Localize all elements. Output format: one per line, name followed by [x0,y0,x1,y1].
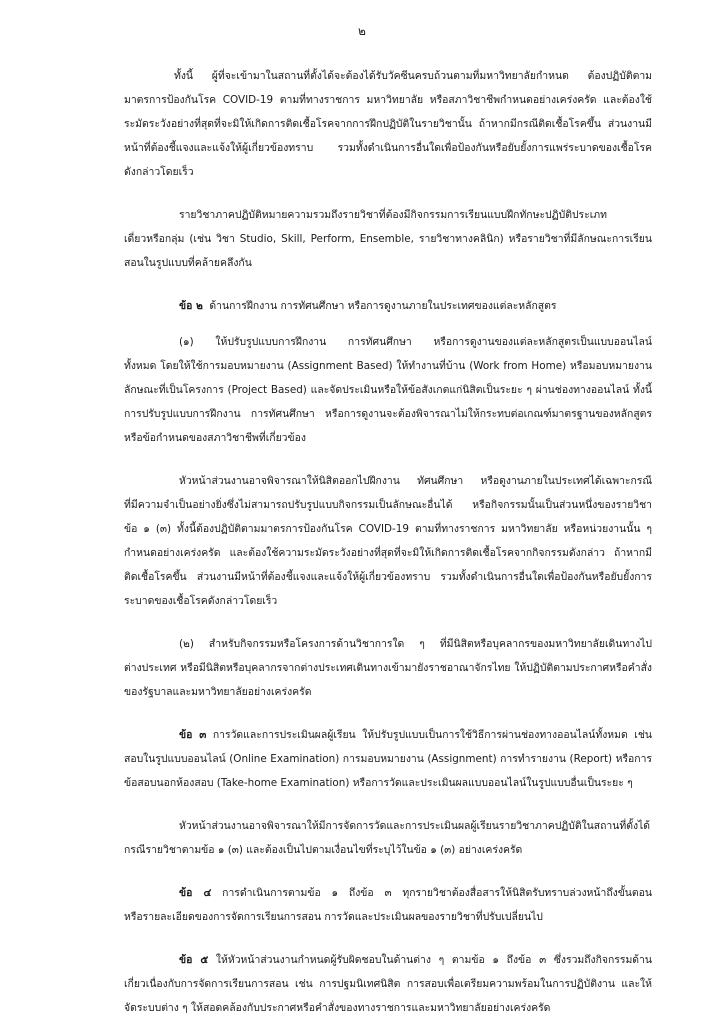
text-line: จัดระบบต่าง ๆ ให้สอดคล้องกับประกาศหรือคำสั่งของทางราชการและมหาวิทยาลัยอย่างเคร่งครัด [124,1002,551,1014]
text-line: มาตรการป้องกันโรค COVID-19 ตามที่ทางราชการ มหาวิทยาลัย หรือสภาวิชาชีพกำหนดอย่างเคร่งครัด และต้องใช้ [124,94,652,106]
clause-heading: ข้อ ๔ [179,887,212,899]
text-line: ระบาดของเชื้อโรคดังกล่าวโดยเร็ว [124,595,278,607]
text-line: ที่มีความจำเป็นอย่างยิ่งซึ่งไม่สามารถปรับรูปแบบกิจกรรมเป็นลักษณะอื่นได้ หรือกิจกรรมนั้นเป็นส่วนหนึ่งของรายวิชา [124,499,652,511]
paragraph-restrictions [124,64,652,184]
text-line: ต่างประเทศ หรือมีนิสิตหรือบุคลากรจากต่างประเทศเดินทางเข้ามายังราชอาณาจักรไทย ให้ปฏิบัติตามประกาศหรือคำสั่ง [124,662,652,674]
clause-text: การวัดและการประเมินผลผู้เรียน ให้ปรับรูปแบบเป็นการใช้วิธีการผ่านช่องทางออนไลน์ทั้งหมด เช่น [212,729,652,741]
text-line: เกี่ยวเนื่องกับการจัดการเรียนการสอน เช่น การปฐมนิเทศนิสิต การสอบเพื่อเตรียมความพร้อมในการปฏิบัติงาน และให้ [124,978,652,990]
text-line: ทั้งนี้ ผู้ที่จะเข้ามาในสถานที่ตั้งได้จะต้องได้รับวัคซีนครบถ้วนตามที่มหาวิทยาลัยกำหนด ต้องปฏิบัติตาม [174,70,652,82]
clause-text: ให้หัวหน้าส่วนงานกำหนดผู้รับผิดชอบในด้านต่าง ๆ ตามข้อ ๑ ถึงข้อ ๓ ซึ่งรวมถึงกิจกรรมด้าน [215,954,652,966]
text-line: รายวิชาภาคปฏิบัติหมายความรวมถึงรายวิชาที่ต้องมีกิจกรรมการเรียนแบบฝึกทักษะปฏิบัติประเภท [179,209,607,221]
clause-3 [124,723,652,795]
text-line: ดังกล่าวโดยเร็ว [124,166,194,178]
text-line: กรณีรายวิชาตามข้อ ๑ (๓) และต้องเป็นไปตามเงื่อนไขที่ระบุไว้ในข้อ ๑ (๓) อย่างเคร่งครัด [124,844,523,856]
clause-heading: ข้อ ๕ [179,954,209,966]
text-line: การปรับรูปแบบการฝึกงาน การทัศนศึกษา หรือการดูงานจะต้องพิจารณาไม่ให้กระทบต่อเกณฑ์มาตรฐานของหลักสูตร [124,408,652,420]
clause-4 [124,881,652,929]
text-line: เดี่ยวหรือกลุ่ม (เช่น วิชา Studio, Skill, Perform, Ensemble, รายวิชาทางคลินิก) หรือรายวิชาที่มีลักษณะการเรียน [124,233,652,245]
text-line: หรือรายละเอียดของการจัดการเรียนการสอน การวัดและประเมินผลของรายวิชาที่ปรับเปลี่ยนไป [124,911,543,923]
text-line: สอนในรูปแบบที่คล้ายคลึงกัน [124,257,252,269]
text-line: ข้อ ๑ (๓) ทั้งนี้ต้องปฏิบัติตามมาตรการป้องกันโรค COVID-19 ตามที่ทางราชการ มหาวิทยาลัย หรือหน่วยงานนั้น ๆ [124,523,652,535]
text-line [124,294,652,318]
text-line [124,948,652,972]
paragraph-practical-definition [124,203,652,275]
clause-heading: ข้อ ๓ [179,729,207,741]
clause-2 [124,294,652,318]
text-line: ข้อสอบนอกห้องสอบ (Take-home Examination) หรือการวัดและประเมินผลแบบออนไลน์ในรูปแบบอื่นเป็นระยะ ๆ [124,777,633,789]
clause-5 [124,948,652,1020]
document-body [124,64,652,1020]
paragraph-internship-exception [124,469,652,613]
paragraph-international-activities [124,632,652,704]
text-line: หัวหน้าส่วนงานอาจพิจารณาให้นิสิตออกไปฝึกงาน ทัศนศึกษา หรือดูงานภายในประเทศได้เฉพาะกรณี [179,475,652,487]
clause-text: ด้านการฝึกงาน การทัศนศึกษา หรือการดูงานภายในประเทศของแต่ละหลักสูตร [209,300,557,312]
text-line: ลักษณะที่เป็นโครงการ (Project Based) และจัดประเมินหรือให้ข้อสังเกตแก่นิสิตเป็นระยะ ๆ ผ่านช่องทางออนไลน์ ทั้งนี้ [124,384,652,396]
text-line: (๑) ให้ปรับรูปแบบการฝึกงาน การทัศนศึกษา หรือการดูงานของแต่ละหลักสูตรเป็นแบบออนไลน์ [179,336,652,348]
paragraph-assessment-exception [124,814,652,862]
text-line: กำหนดอย่างเคร่งครัด และต้องใช้ความระมัดระวังอย่างที่สุดที่จะมิให้เกิดการติดเชื้อโรคจากกิจกรรมดังกล่าว ถ้าหากมี [124,547,652,559]
text-line: หน้าที่ต้องชี้แจงและแจ้งให้ผู้เกี่ยวข้องทราบ รวมทั้งดำเนินการอื่นใดเพื่อป้องกันหรือยับยั้งการแพร่ระบาดของเชื้อโรค [124,142,652,154]
text-line: ทั้งหมด โดยให้ใช้การมอบหมายงาน (Assignment Based) ให้ทำงานที่บ้าน (Work from Home) หรือมอบหมายงาน [124,360,652,372]
text-line: ติดเชื้อโรคขึ้น ส่วนงานมีหน้าที่ต้องชี้แจงและแจ้งให้ผู้เกี่ยวข้องทราบ รวมทั้งดำเนินการอื่นใดเพื่อป้องกันหรือยับยั้งการ [124,571,652,583]
text-line [124,881,652,905]
text-line: หัวหน้าส่วนงานอาจพิจารณาให้มีการจัดการวัดและการประเมินผลผู้เรียนรายวิชาภาคปฏิบัติในสถานที่ตั้งได้ [179,820,651,832]
clause-heading: ข้อ ๒ [179,300,203,312]
text-line: หรือข้อกำหนดของสภาวิชาชีพที่เกี่ยวข้อง [124,432,306,444]
text-line: ระมัดระวังอย่างที่สุดที่จะมิให้เกิดการติดเชื้อโรคจากการฝึกปฏิบัติในรายวิชานั้น ถ้าหากมีกรณีติดเชื้อโรคขึ้น ส่วนงานมี [124,118,652,130]
clause-text: การดำเนินการตามข้อ ๑ ถึงข้อ ๓ ทุกรายวิชาต้องสื่อสารให้นิสิตรับทราบล่วงหน้าถึงขั้นตอน [222,887,652,899]
paragraph-internship-online [124,330,652,450]
text-line: สอบในรูปแบบออนไลน์ (Online Examination) การมอบหมายงาน (Assignment) การทำรายงาน (Report) หรือการ [124,753,652,765]
text-line: (๒) สำหรับกิจกรรมหรือโครงการด้านวิชาการใด ๆ ที่มีนิสิตหรือบุคลากรของมหาวิทยาลัยเดินทางไป [179,638,652,650]
page-number: ๒ [358,24,366,38]
text-line [124,723,652,747]
text-line: ของรัฐบาลและมหาวิทยาลัยอย่างเคร่งครัด [124,686,312,698]
